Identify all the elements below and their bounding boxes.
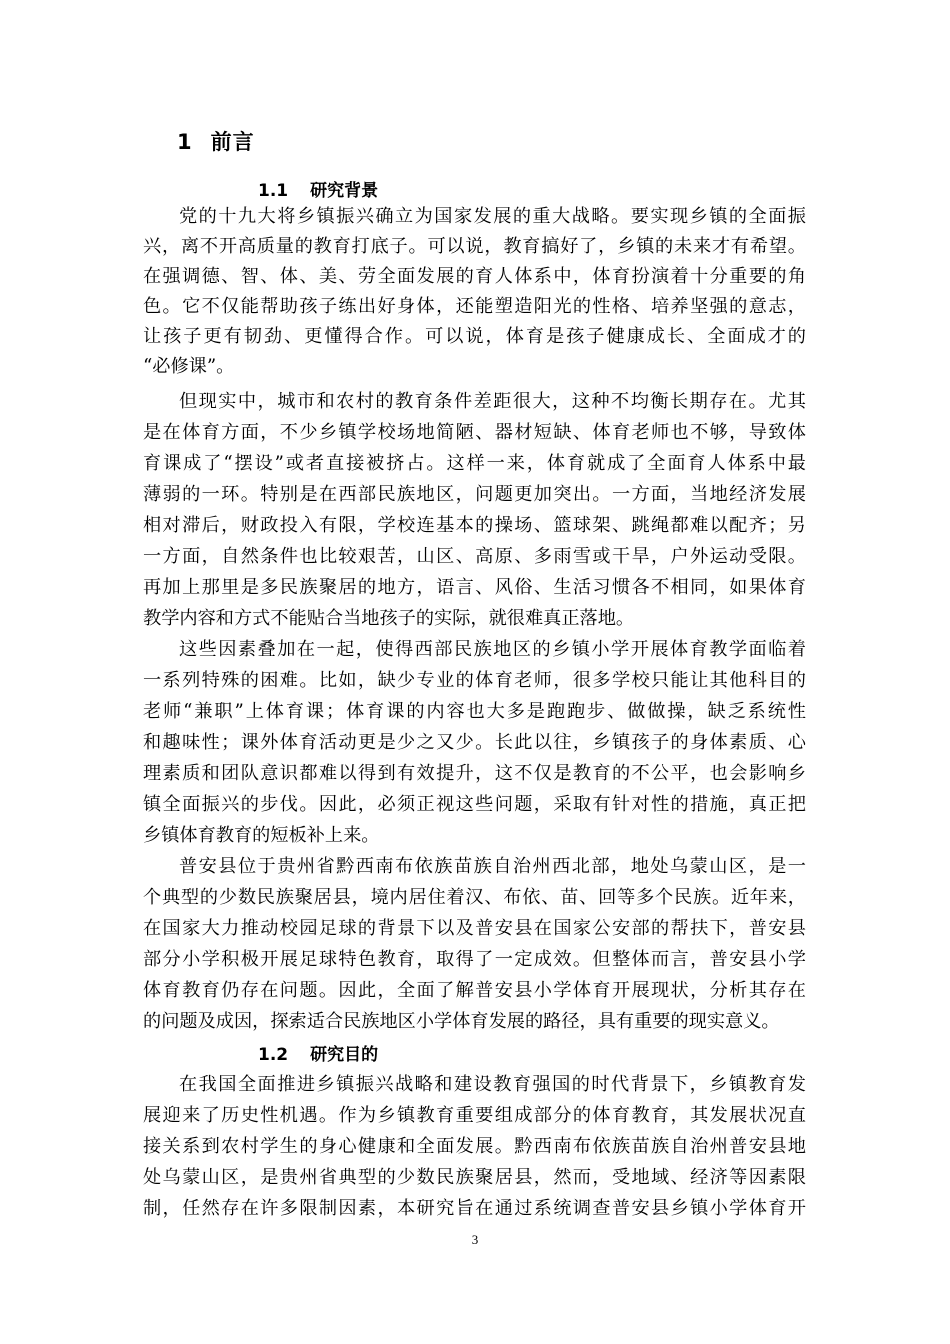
chapter-title-text: 前言 <box>210 130 255 154</box>
document-page: 1 前言 1.1 研究背景 党的十九大将乡镇振兴确立为国家发展的重大战略。要实现乡镇的全面振 兴，离不开高质量的教育打底子。可以说，教育搞好了，乡镇的未来才有希望。 在强调德、智、体、美、劳全面发展的育人体系中，体育扮演着十分重要的角 色。它不仅能帮助孩子练出好身体，还能塑造阳光的性格、培养坚强的意志， 让孩子更有韧劲、更懂得合作。可以说，体育是孩子健康成长、全面成才的 “必修课”。 但现实中，城市和农村的教育条件差距很大，这种不均衡长期存在。尤其 是在体育方面，不少乡镇学校场地简陋、器材短缺、体育老师也不够，导致体 育课成了“摆设”或者直接被挤占。这样一来，体育就成了全面育人体系中最 薄弱的一环。特别是在西部民族地区，问题更加突出。一方面，当地经济发展 相对滞后，财政投入有限，学校连基本的操场、篮球架、跳绳都难以配齐；另 一方面，自然条件也比较艰苦，山区、高原、多雨雪或干旱，户外运动受限。 再加上那里是多民族聚居的地方，语言、风俗、生活习惯各不相同，如果体育 教学内容和方式不能贴合当地孩子的实际，就很难真正落地。 这些因素叠加在一起，使得西部民族地区的乡镇小学开展体育教学面临着 一系列特殊的困难。比如，缺少专业的体育老师，很多学校只能让其他科目的 老师“兼职”上体育课；体育课的内容也大多是跑跑步、做做操，缺乏系统性 和趣味性；课外体育活动更是少之又少。长此以往，乡镇孩子的身体素质、心 理素质和团队意识都难以得到有效提升，这不仅是教育的不公平，也会影响乡 镇全面振兴的步伐。因此，必须正视这些问题，采取有针对性的措施，真正把 乡镇体育教育的短板补上来。 普安县位于贵州省黔西南布依族苗族自治州西北部，地处乌蒙山区，是一 个典型的少数民族聚居县，境内居住着汉、布依、苗、回等多个民族。近年来， 在国家大力推动校园足球的背景下以及普安县在国家公安部的帮扶下，普安县 部分小学积极开展足球特色教育，取得了一定成效。但整体而言，普安县小学 体育教育仍存在问题。因此，全面了解普安县小学体育开展现状，分析其存在 的问题及成因，探索适合民族地区小学体育发展的路径，具有重要的现实意义。 1.2 研究目的 在我国全面推进乡镇振兴战略和建设教育强国的时代背景下，乡镇教育发 展迎来了历史性机遇。作为乡镇教育重要组成部分的体育教育，其发展状况直 接关系到农村学生的身心健康和全面发展。黔西南布依族苗族自治州普安县地 处乌蒙山区，是贵州省典型的少数民族聚居县，然而，受地域、经济等因素限 制，任然存在许多限制因素，本研究旨在通过系统调查普安县乡镇小学体育开 3 <box>0 0 950 1344</box>
section-number: 1.1 <box>258 181 289 201</box>
section-heading-1-2 <box>258 1040 378 1070</box>
section-number: 1.2 <box>258 1045 289 1065</box>
page-number: 3 <box>471 1232 479 1247</box>
section-title-text: 研究背景 <box>310 181 379 201</box>
chapter-heading <box>177 126 255 156</box>
section-title-text: 研究目的 <box>310 1045 379 1065</box>
chapter-number: 1 <box>177 130 193 154</box>
